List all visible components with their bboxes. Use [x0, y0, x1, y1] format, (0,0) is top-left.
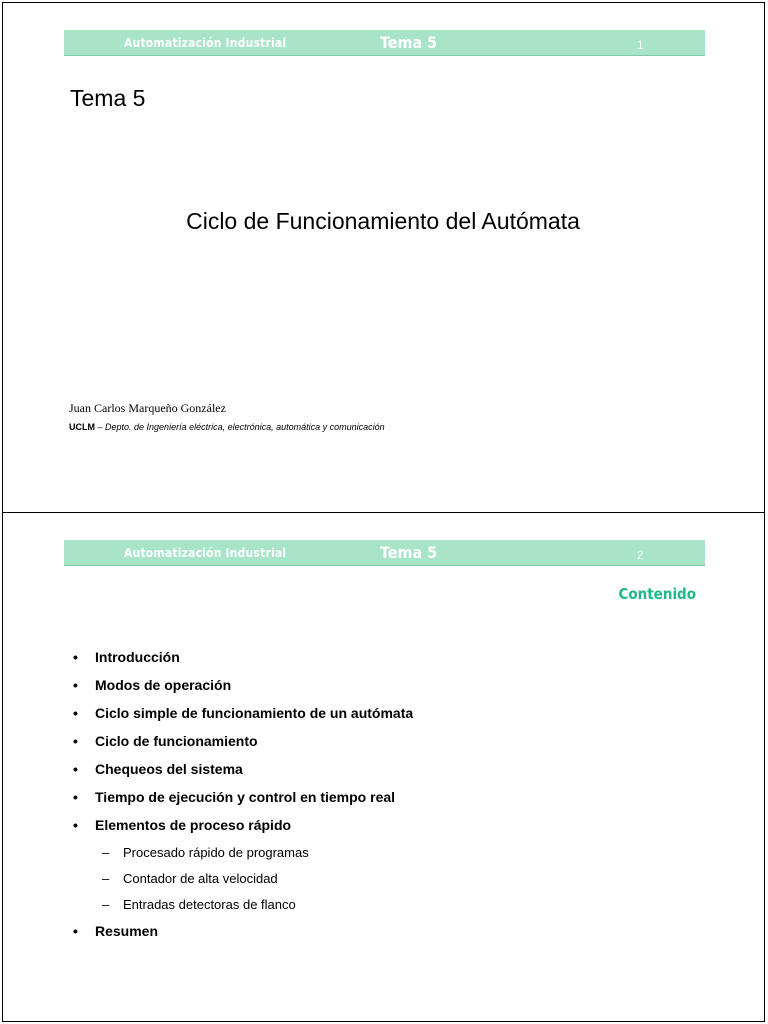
affiliation-dash: –	[95, 422, 106, 432]
dash-icon: –	[102, 845, 110, 860]
bullet-icon: •	[73, 649, 78, 665]
contents-list	[71, 648, 413, 950]
page-number: 1	[637, 38, 644, 52]
page-number: 2	[637, 548, 644, 562]
list-item: • Ciclo de funcionamiento	[73, 733, 258, 749]
list-item: • Chequeos del sistema	[73, 761, 243, 777]
slide-header-banner	[64, 540, 705, 566]
list-item: • Elementos de proceso rápido	[73, 817, 292, 833]
author-name: Juan Carlos Marqueño González	[69, 401, 226, 415]
topic-name: Tema 5	[380, 33, 438, 52]
bullet-icon: •	[73, 817, 78, 833]
bullet-icon: •	[73, 733, 78, 749]
list-item: • Tiempo de ejecución y control en tiempo real	[73, 789, 396, 805]
list-item: • Introducción	[73, 649, 180, 665]
affiliation-dept: Depto. de Ingeniería eléctrica, electrónica, automática y comunicación	[105, 422, 385, 432]
list-item: • Modos de operación	[73, 677, 232, 693]
sub-list-item: – Entradas detectoras de flanco	[102, 897, 296, 912]
bullet-icon: •	[73, 761, 78, 777]
sub-list-item: – Procesado rápido de programas	[102, 845, 309, 860]
bullet-icon: •	[73, 789, 78, 805]
sub-list-item: – Contador de alta velocidad	[102, 871, 278, 886]
slide-2	[2, 512, 765, 1022]
course-name: Automatización Industrial	[124, 546, 287, 560]
slide-header-banner	[64, 30, 705, 56]
list-item: • Resumen	[73, 923, 159, 939]
affiliation-org: UCLM	[69, 422, 95, 432]
bullet-icon: •	[73, 923, 78, 939]
slide-1	[2, 2, 765, 513]
bullet-icon: •	[73, 705, 78, 721]
dash-icon: –	[102, 897, 110, 912]
bullet-icon: •	[73, 677, 78, 693]
tema-heading: Tema 5	[70, 85, 146, 111]
list-item: • Ciclo simple de funcionamiento de un autómata	[73, 705, 414, 721]
affiliation	[69, 422, 385, 432]
topic-name: Tema 5	[380, 543, 438, 562]
slide-title: Ciclo de Funcionamiento del Autómata	[186, 208, 580, 234]
section-title: Contenido	[618, 585, 696, 603]
dash-icon: –	[102, 871, 110, 886]
course-name: Automatización Industrial	[124, 36, 287, 50]
